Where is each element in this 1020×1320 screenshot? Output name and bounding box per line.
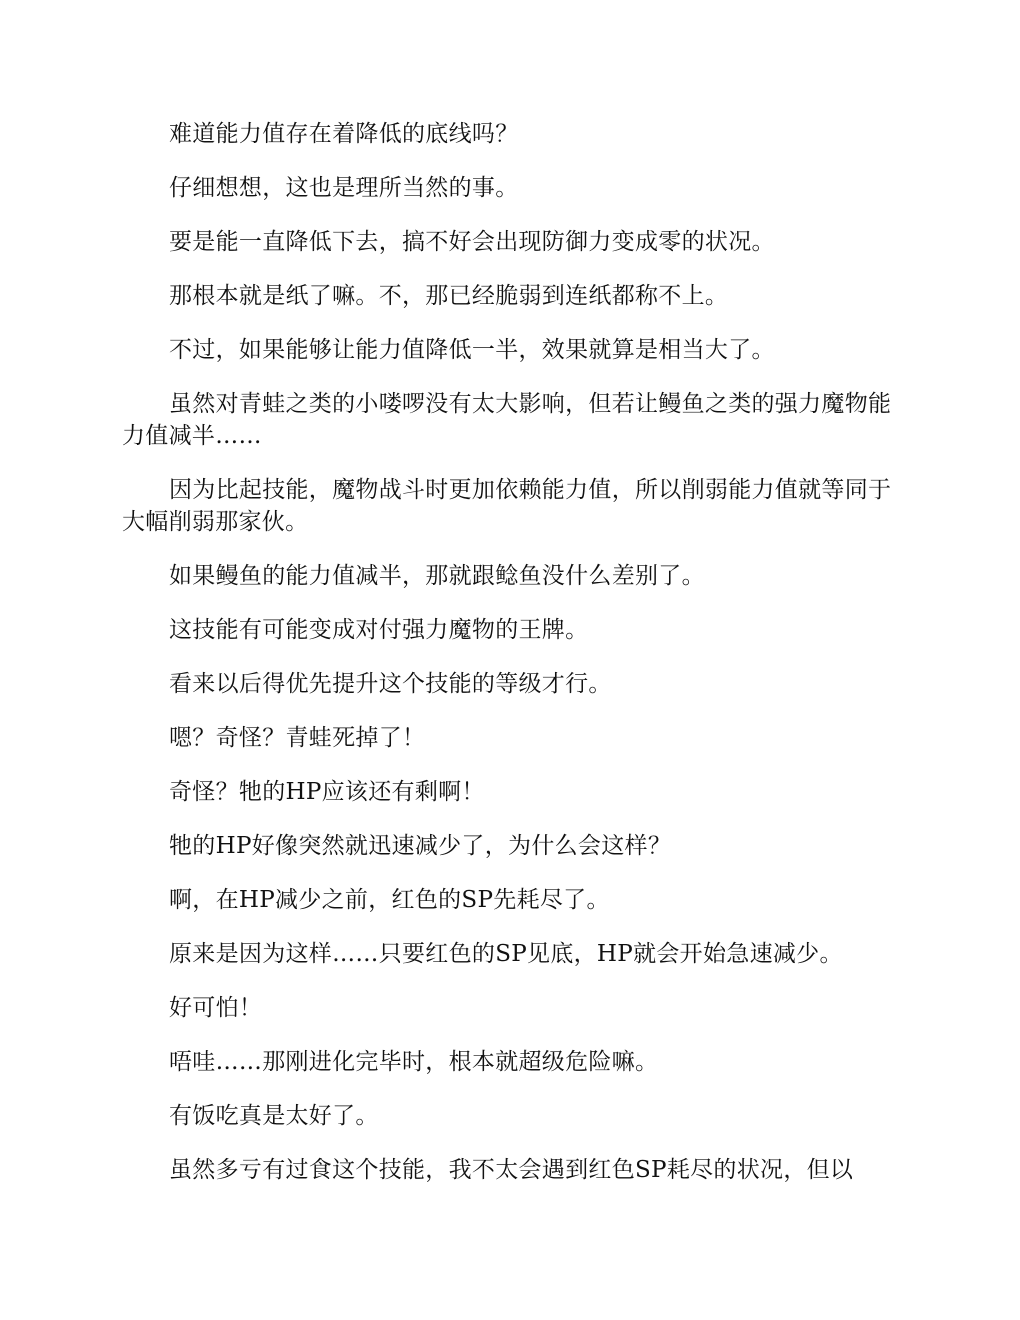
paragraph: 啊，在HP减少之前，红色的SP先耗尽了。	[169, 887, 610, 913]
paragraph: 如果鳗鱼的能力值减半，那就跟鲶鱼没什么差别了。	[169, 563, 705, 589]
paragraph: 不过，如果能够让能力值降低一半，效果就算是相当大了。	[169, 337, 775, 363]
paragraph: 要是能一直降低下去，搞不好会出现防御力变成零的状况。	[169, 229, 775, 255]
paragraph: 这技能有可能变成对付强力魔物的王牌。	[169, 617, 589, 643]
paragraph: 有饭吃真是太好了。	[169, 1103, 379, 1129]
paragraph: 牠的HP好像突然就迅速减少了，为什么会这样？	[169, 833, 672, 859]
paragraph: 虽然多亏有过食这个技能，我不太会遇到红色SP耗尽的状况，但以	[169, 1157, 854, 1183]
paragraph: 难道能力值存在着降低的底线吗？	[169, 121, 519, 147]
paragraph: 虽然对青蛙之类的小喽啰没有太大影响，但若让鳗鱼之类的强力魔物能力值减半……	[122, 391, 892, 449]
document-page	[122, 118, 900, 1208]
paragraph: 看来以后得优先提升这个技能的等级才行。	[169, 671, 612, 697]
paragraph: 原来是因为这样……只要红色的SP见底，HP就会开始急速减少。	[169, 941, 843, 967]
paragraph: 嗯？奇怪？青蛙死掉了！	[169, 725, 426, 751]
paragraph: 奇怪？牠的HP应该还有剩啊！	[169, 779, 485, 805]
paragraph: 唔哇……那刚进化完毕时，根本就超级危险嘛。	[169, 1049, 659, 1075]
paragraph: 好可怕！	[169, 995, 263, 1021]
paragraph: 那根本就是纸了嘛。不，那已经脆弱到连纸都称不上。	[169, 283, 729, 309]
paragraph: 因为比起技能，魔物战斗时更加依赖能力值，所以削弱能力值就等同于大幅削弱那家伙。	[122, 477, 892, 535]
paragraph: 仔细想想，这也是理所当然的事。	[169, 175, 519, 201]
